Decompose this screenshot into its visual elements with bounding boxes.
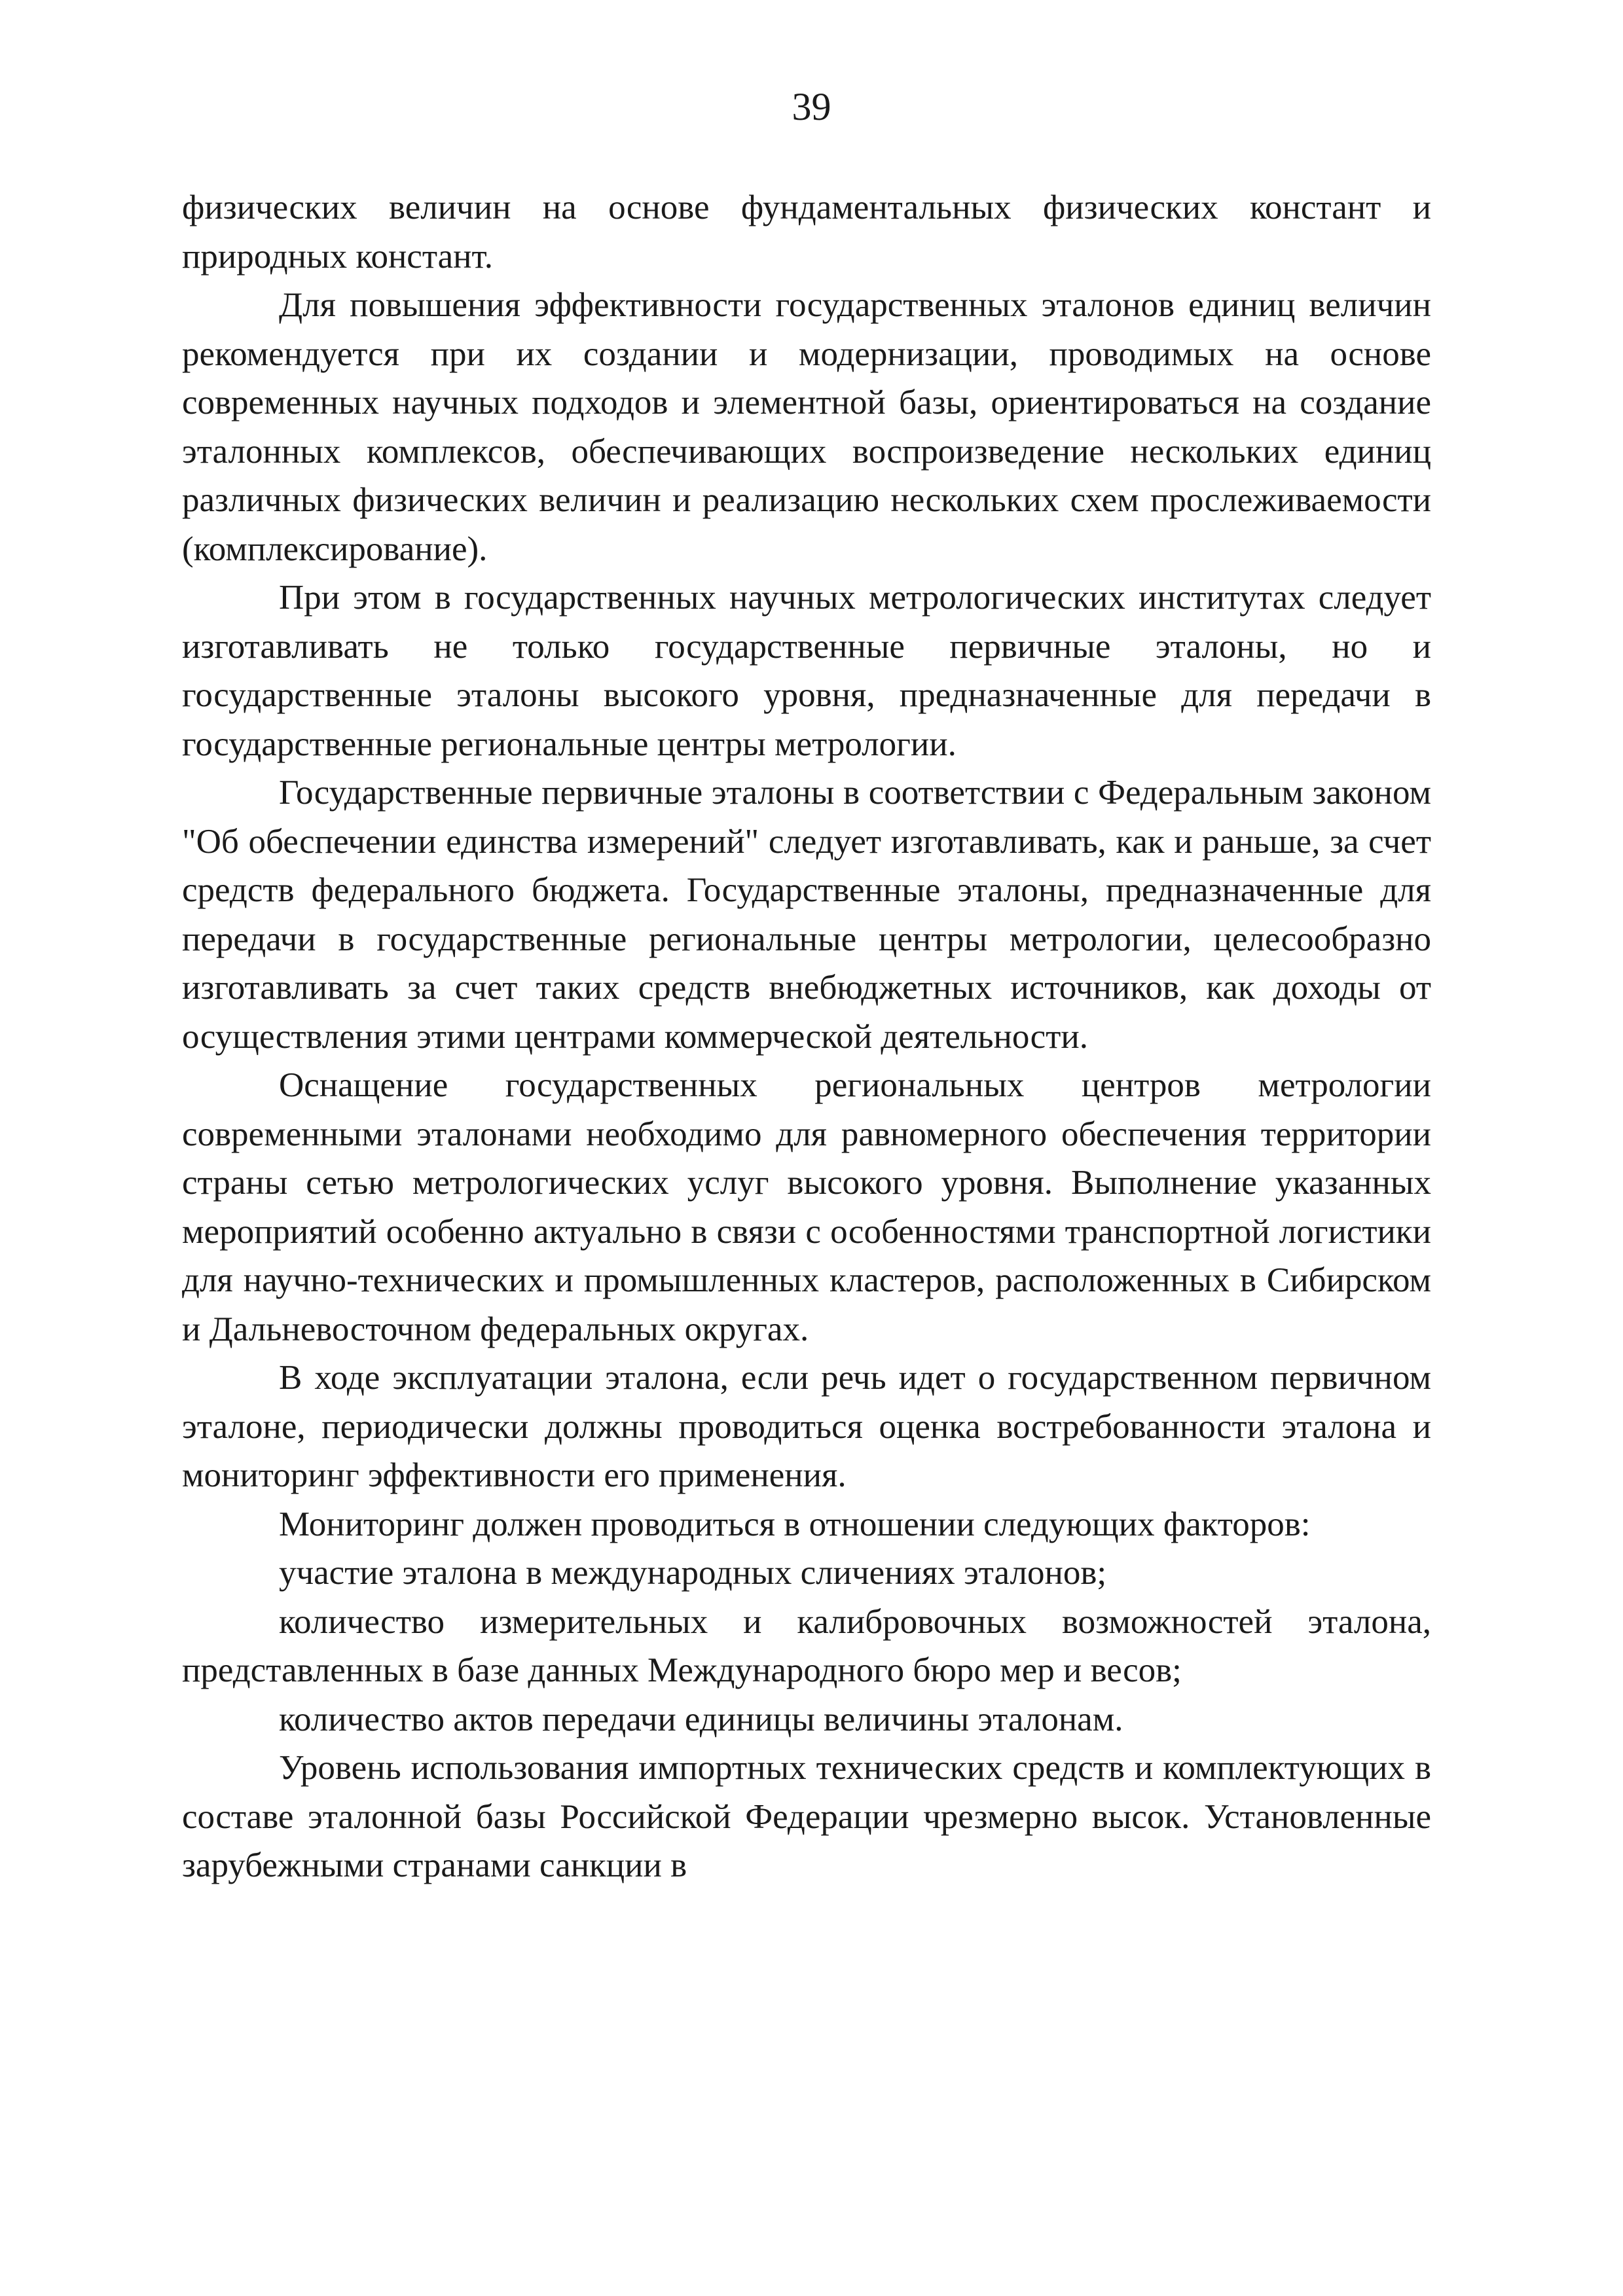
paragraph: В ходе эксплуатации эталона, если речь идет о государственном первичном эталоне, периодически должны проводиться оценка востребованности эталона и мониторинг эффективности его применения.	[182, 1359, 1431, 1494]
list-item: участие эталона в международных сличениях эталонов;	[279, 1554, 1107, 1592]
list-item: количество измерительных и калибровочных возможностей эталона, представленных в базе данных Международного бюро мер и весов;	[182, 1602, 1431, 1689]
paragraph: При этом в государственных научных метрологических институтах следует изготавливать не только государственные первичные эталоны, но и государственные эталоны высокого уровня, предназначенные для передачи в государственные региональные центры метрологии.	[182, 579, 1431, 763]
paragraph: Мониторинг должен проводиться в отношении следующих факторов:	[279, 1505, 1311, 1543]
paragraph: Для повышения эффективности государственных эталонов единиц величин рекомендуется при их создании и модернизации, проводимых на основе современных научных подходов и элементной базы, ориентироваться на создание эталонных комплексов, обеспечивающих воспроизведение нескольких единиц различных физических величин и реализацию нескольких схем прослеживаемости (комплексирование).	[182, 286, 1431, 568]
page-number: 39	[792, 85, 831, 128]
paragraph: Государственные первичные эталоны в соответствии с Федеральным законом "Об обеспечении единства измерений" следует изготавливать, как и раньше, за счет средств федерального бюджета. Государственные эталоны, предназначенные для передачи в государственные региональные центры метрологии, целесообразно изготавливать за счет таких средств внебюджетных источников, как доходы от осуществления этими центрами коммерческой деятельности.	[182, 774, 1431, 1056]
list-item: количество актов передачи единицы величины эталонам.	[279, 1700, 1123, 1738]
document-body	[182, 183, 1431, 1890]
paragraph: Уровень использования импортных технических средств и комплектующих в составе эталонной базы Российской Федерации чрезмерно высок. Установленные зарубежными странами санкции в	[182, 1749, 1431, 1884]
paragraph: физических величин на основе фундаментальных физических констант и природных констант.	[182, 188, 1431, 276]
paragraph: Оснащение государственных региональных центров метрологии современными эталонами необходимо для равномерного обеспечения территории страны сетью метрологических услуг высокого уровня. Выполнение указанных мероприятий особенно актуально в связи с особенностями транспортной логистики для научно-технических и промышленных кластеров, расположенных в Сибирском и Дальневосточном федеральных округах.	[182, 1066, 1431, 1348]
